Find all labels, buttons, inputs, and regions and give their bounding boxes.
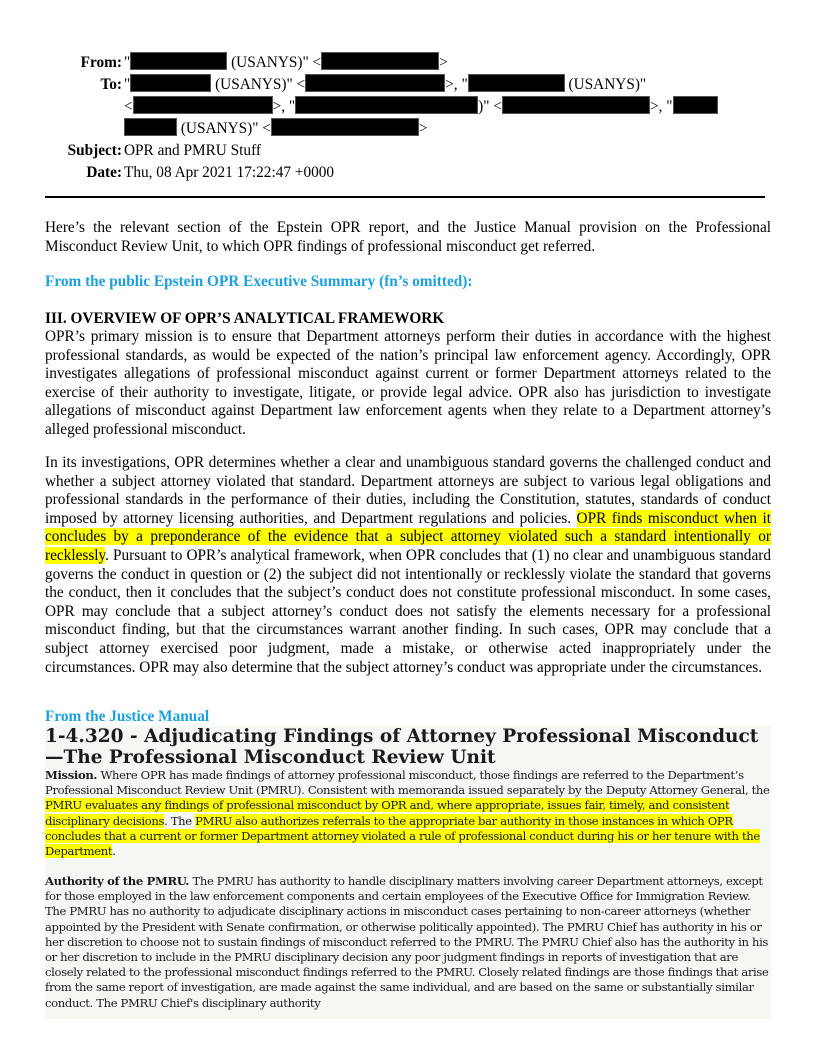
from-row xyxy=(0,52,816,74)
authority-paragraph xyxy=(45,874,771,1011)
quote-text: " xyxy=(124,54,131,71)
authority-label: Authority of the PMRU. xyxy=(45,874,190,888)
to-row-continued xyxy=(0,96,816,118)
redaction-block xyxy=(468,74,565,92)
redaction-block xyxy=(295,96,478,114)
to-org-text: (USANYS)" xyxy=(564,76,647,93)
from-value xyxy=(124,52,448,74)
redaction-block xyxy=(130,52,227,70)
to-row xyxy=(0,74,816,96)
to-value-line3 xyxy=(124,118,428,140)
separator-text: >, " xyxy=(445,76,468,93)
separator-text: >, " xyxy=(649,98,673,115)
subject-label: Subject: xyxy=(67,142,122,159)
redaction-block xyxy=(124,118,177,136)
para2-text: In its investigations, OPR determines whether a clear and unambiguous standard governs the challenged conduct and whether a subject attorney violated that standard. Department attorneys are subject to various legal obligations and professional standards in the performance of their duties, including the Constitution, statutes, standards of conduct imposed by attorney licensing authorities, and Department regulations and policies. xyxy=(45,454,771,527)
to-org-text: (USANYS)" < xyxy=(177,120,271,137)
date-label: Date: xyxy=(86,164,122,181)
mission-text: . xyxy=(112,844,116,859)
authority-text: The PMRU has authority to handle disciplinary matters involving career Department attorneys, except for those employed in the law enforcement components and certain employees of the Executive Office for Immigration Review. The PMRU has no authority to adjudicate disciplinary actions in misconduct cases pertaining to non-career attorneys (whether appointed by the President with Senate confirmation, or otherwise politically appointed). The PMRU Chief has authority in his or her discretion to choose not to sustain findings of misconduct referred to the PMRU. The PMRU Chief also has the authority in his or her discretion to include in the PMRU disciplinary decision any poor judgment findings in reports of investigation that are closely related to the professional misconduct findings referred to the PMRU. Closely related findings are those findings that arise from the same report of investigation, are made against the same individual, and are based on the same or substantially similar conduct. The PMRU Chief's disciplinary authority xyxy=(45,874,769,1010)
email-header xyxy=(0,52,816,184)
subject-value: OPR and PMRU Stuff xyxy=(124,142,261,159)
from-label: From: xyxy=(80,54,122,71)
opr-source-heading: From the public Epstein OPR Executive Summary (fn’s omitted): xyxy=(45,273,473,290)
date-value: Thu, 08 Apr 2021 17:22:47 +0000 xyxy=(124,164,335,181)
subject-row xyxy=(0,140,816,162)
justice-manual-source-heading: From the Justice Manual xyxy=(45,708,210,725)
mission-label: Mission. xyxy=(45,768,98,782)
bracket-text: < xyxy=(124,98,133,115)
opr-paragraph-2 xyxy=(45,454,771,677)
para2-text: . Pursuant to OPR’s analytical framework, when OPR concludes that (1) no clear and unambiguous standard governs the conduct in question or (2) the subject did not intentionally or recklessly violate the standard that governs the conduct, then it concludes that the subject’s conduct does not constitute professional misconduct. In some cases, OPR may conclude that a subject attorney’s conduct does not satisfy the elements necessary for a professional misconduct finding, but that the circumstances warrant another finding. In such cases, OPR may conclude that a subject attorney exercised poor judgment, made a mistake, or otherwise acted inappropriately under the circumstances. OPR may also determine that the subject attorney’s conduct was appropriate under the circumstances. xyxy=(45,546,771,676)
quote-text: " xyxy=(124,76,131,93)
redaction-block xyxy=(271,118,419,136)
opr-paragraph-1: OPR’s primary mission is to ensure that Department attorneys perform their duties in accordance with the highest professional standards, as would be expected of the nation’s principal law enforcement agency. Accordingly, OPR investigates allegations of professional misconduct against current or former Department attorneys related to the exercise of their authority to investigate, litigate, or provide legal advice. OPR also has jurisdiction to investigate allegations of misconduct against Department law enforcement agents when they relate to a Department attorney’s alleged professional misconduct. xyxy=(45,328,771,438)
redaction-block xyxy=(673,96,718,114)
to-label: To: xyxy=(100,76,122,93)
separator-text: )" < xyxy=(478,98,502,115)
bracket-text: > xyxy=(439,54,448,71)
mission-text: Where OPR has made findings of attorney professional misconduct, those findings are referred to the Department’s Professional Misconduct Review Unit (PMRU). Consistent with memoranda issued separately by the Deputy Attorney General, the xyxy=(45,768,770,798)
redaction-block xyxy=(133,96,273,114)
date-row xyxy=(0,162,816,184)
highlighted-text: PMRU evaluates any findings of professional misconduct by OPR and, where appropriate, issues fair, timely, and consistent disciplinary decisions xyxy=(45,798,730,828)
opr-section-title: III. OVERVIEW OF OPR’S ANALYTICAL FRAMEWORK xyxy=(45,310,445,327)
separator-text: >, " xyxy=(272,98,296,115)
intro-paragraph: Here’s the relevant section of the Epstein OPR report, and the Justice Manual provision on the Professional Misconduct Review Unit, to which OPR findings of professional misconduct get referred. xyxy=(45,219,771,255)
to-value-line1 xyxy=(124,74,646,96)
redaction-block xyxy=(305,74,445,92)
redaction-block xyxy=(130,74,211,92)
highlighted-text: OPR finds misconduct when it concludes by a preponderance of the evidence that a subject attorney violated such a standard intentionally or recklessly xyxy=(45,509,771,564)
justice-manual-title: 1-4.320 - Adjudicating Findings of Attorney Professional Misconduct—The Professional Misconduct Review Unit xyxy=(45,726,759,768)
mission-paragraph xyxy=(45,768,771,859)
mission-text: . The xyxy=(164,813,196,828)
bracket-text: > xyxy=(418,120,428,137)
highlighted-text: PMRU also authorizes referrals to the appropriate bar authority in those instances in which OPR concludes that a current or former Department attorney violated a rule of professional conduct during his or her tenure with the Department xyxy=(45,813,760,859)
header-divider xyxy=(45,196,765,198)
redaction-block xyxy=(502,96,650,114)
to-org-text: (USANYS)" < xyxy=(211,76,306,93)
from-org-text: (USANYS)" < xyxy=(227,54,322,71)
to-value-line2 xyxy=(124,96,718,118)
redaction-block xyxy=(321,52,439,70)
to-row-continued xyxy=(0,118,816,140)
